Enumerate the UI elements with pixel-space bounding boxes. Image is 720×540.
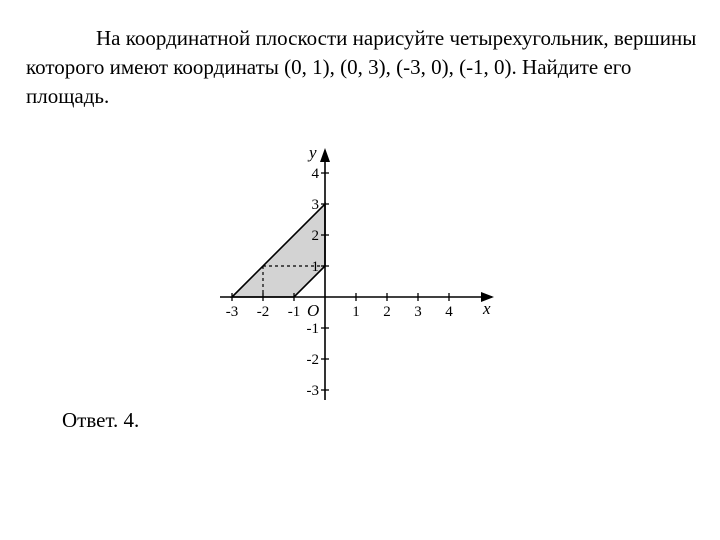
y-tick-label: -1 (306, 321, 319, 337)
y-axis-arrow (320, 148, 330, 162)
y-tick-label: 1 (311, 259, 319, 275)
problem-statement (26, 24, 706, 111)
answer-text: Ответ. 4. (62, 408, 140, 432)
quadrilateral-shape (232, 204, 325, 297)
y-tick-label: 4 (311, 166, 319, 182)
x-tick-label: 2 (383, 304, 391, 320)
y-tick-label: -2 (306, 352, 319, 368)
y-axis-label: y (309, 143, 317, 162)
x-tick-label: -2 (256, 304, 270, 320)
x-tick-label: -3 (225, 304, 239, 320)
x-axis-label: x (483, 299, 491, 318)
problem-text: На координатной плоскости нарисуйте четырехугольник, вершины которого имеют координаты (0, 1), (0, 3), (-3, 0), (-1, 0). Найдите его площадь. (26, 26, 697, 108)
coordinate-plane (210, 138, 500, 408)
x-tick-label: -1 (287, 304, 301, 320)
x-tick-label: 1 (352, 304, 360, 320)
origin-label: O (307, 301, 320, 320)
y-tick-label: -3 (306, 383, 319, 399)
y-tick-label: 3 (311, 197, 319, 213)
y-tick-label: 2 (311, 228, 319, 244)
x-tick-label: 3 (414, 304, 422, 320)
x-tick-label: 4 (445, 304, 453, 320)
coordinate-plane-figure (210, 138, 500, 413)
